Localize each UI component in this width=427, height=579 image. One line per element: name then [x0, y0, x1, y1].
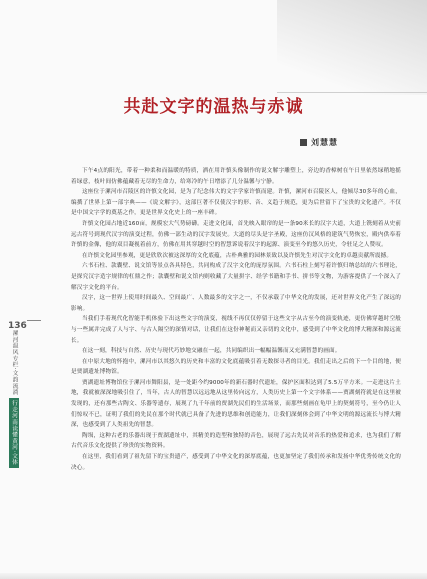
paragraph: 在许慎文化园里参观，更是欣欣次被这深厚的文化底蕴，古朴典雅的园林景致以及许慎先生对汉字文化的卓越贡献所震撼。 — [82, 252, 393, 259]
corner-shading — [277, 0, 427, 95]
paragraph: 当我们手着现代化智能手机体验下出这些文字的演变，视线不再仅仅停留于这些文字从古至今的演变轨迹，更仿佛穿越时空般与一些属并完成了人与字、与古人隔空的深情对话，让我们在这份神秘而又亲切的文化中，感受到了中华文化的博大精深和源远流长。 — [71, 316, 401, 344]
margin-column — [7, 330, 20, 468]
byline — [300, 137, 338, 148]
paragraph: 在中原大地的怀抱中，漯河市以其悠久的历史和丰富的文化底蕴吸引着无数探寻者的目光。我们走出之后的下一个目的地，便是贾湖遗址博物馆。 — [71, 358, 401, 376]
author-name: 刘慧慧 — [311, 138, 338, 147]
paragraph: 汉字，这一世界上使用时间最久、空间最广、人数最多的文字之一，不仅承载了中华文化的发展，还对世界文化产生了深远的影响。 — [71, 295, 401, 312]
margin-rule — [27, 320, 41, 321]
section-label: 漯河温风专栏·文韵流淌 — [11, 330, 17, 396]
page-bottom-edge — [0, 573, 427, 579]
section-tag: 行走河南读懂黄河·文体 — [10, 400, 17, 466]
paragraph: 在这里，我们看到了祖先留下的宝贵遗产，感受到了中华文化的深厚底蕴，也更加坚定了我们传承和发扬中华优秀传统文化的决心。 — [71, 454, 401, 471]
paragraph: 陶埙，这种古老的乐器出现于贾湖遗址中，其精美的造型和独特的音色，展现了远古先民对音乐的热爱和追求，也为我们了解古代音乐文化提供了珍贵的实物资料。 — [71, 432, 401, 450]
paragraph: 六书石柱、款囊壁、说文馆等景点各具特色，共同构成了汉字文化的庞厚氛围。六书石柱上刻写着许慎归纳总结的六书理论，是探究汉字造字规律的杠鼎之作；款囊壁和说文馆内则收藏了大量拼字、经学书籍和手书、拼书等文物，为游客提供了一个深入了解汉字文化的平台。 — [71, 263, 401, 291]
square-bullet-icon — [300, 139, 307, 146]
paragraph: 许慎文化园占地近160亩，规模宏大气势磅礴。走进文化园，首先映入眼帘的是一条90米长的汉字大道，大道上镌刻着从史前远古符号到现代汉字的演变过程，仿佛一部生动的汉字发展史。大道的尽头是字圣殿，这座仿汉风格的建筑气势恢宏，殿内供奉着许慎的金像，他的双目凝视着前方，仿佛在用其穿越时空的智慧诉说着汉字的起源、演变至今的悠久历史，令驻足之人赞叹。 — [71, 220, 401, 249]
paragraph: 在这一刻，科技与自然、历史与现代巧妙地交融在一起，共同编织出一幅幅温馨而又充满智慧的画面。 — [82, 348, 341, 355]
paragraph: 下午4点的阳光，带着一种柔和而温暖的特质，洒在用许慎头像制作的说文解字雕塑上，旁边的香樟树在午日里依然绿稍地摇着绿意，枝叶间仿佛蕴藏着无尽的生命力，给寒冷的午日增添了几分温馨与宁静。 — [71, 168, 401, 185]
paragraph: 贾湖遗址博物馆位于漯河市舞阳县，是一处距今约9000年的新石器时代遗址，保护区面积达到了5.5万平方米。一走进这片土地，我就被深深地吸引住了，当年，古人的智慧以远远地从这里传向远方，人类历史上第一个文字体系——贾湖刻符就是在这里被发现的，还有那些古陶文、乐器等遗存，展现了九千年前的贾湖先民们的生活场景，而那些刻画在龟甲上的契刻符号，至今仍让人们惊叹不已，证明了我们的先民在那个时代就已具备了先进的思维和创造能力，让我们深刻体会到了中华文明的源远流长与博大精深，也感受到了人类祖先的智慧。 — [71, 379, 401, 429]
article-body — [71, 166, 401, 473]
article-title: 共赴文字的温热与赤诚 — [123, 97, 304, 117]
page-number: 136 — [8, 321, 27, 331]
paragraph: 这座位于漯河市召陵区的许慎文化园，是为了纪念伟大的文字学家许慎而建。许慎，漯河市召陵区人，他倾尽30多年的心血，编撰了世界上第一部字典——《说文解字》，这部巨著不仅使汉字的形、音、义趋于规范，更为后世留下了宝贵的文化遗产。不仅是中国文字学的奠基之作，更是世界文化史上的一座丰碑。 — [71, 189, 401, 217]
